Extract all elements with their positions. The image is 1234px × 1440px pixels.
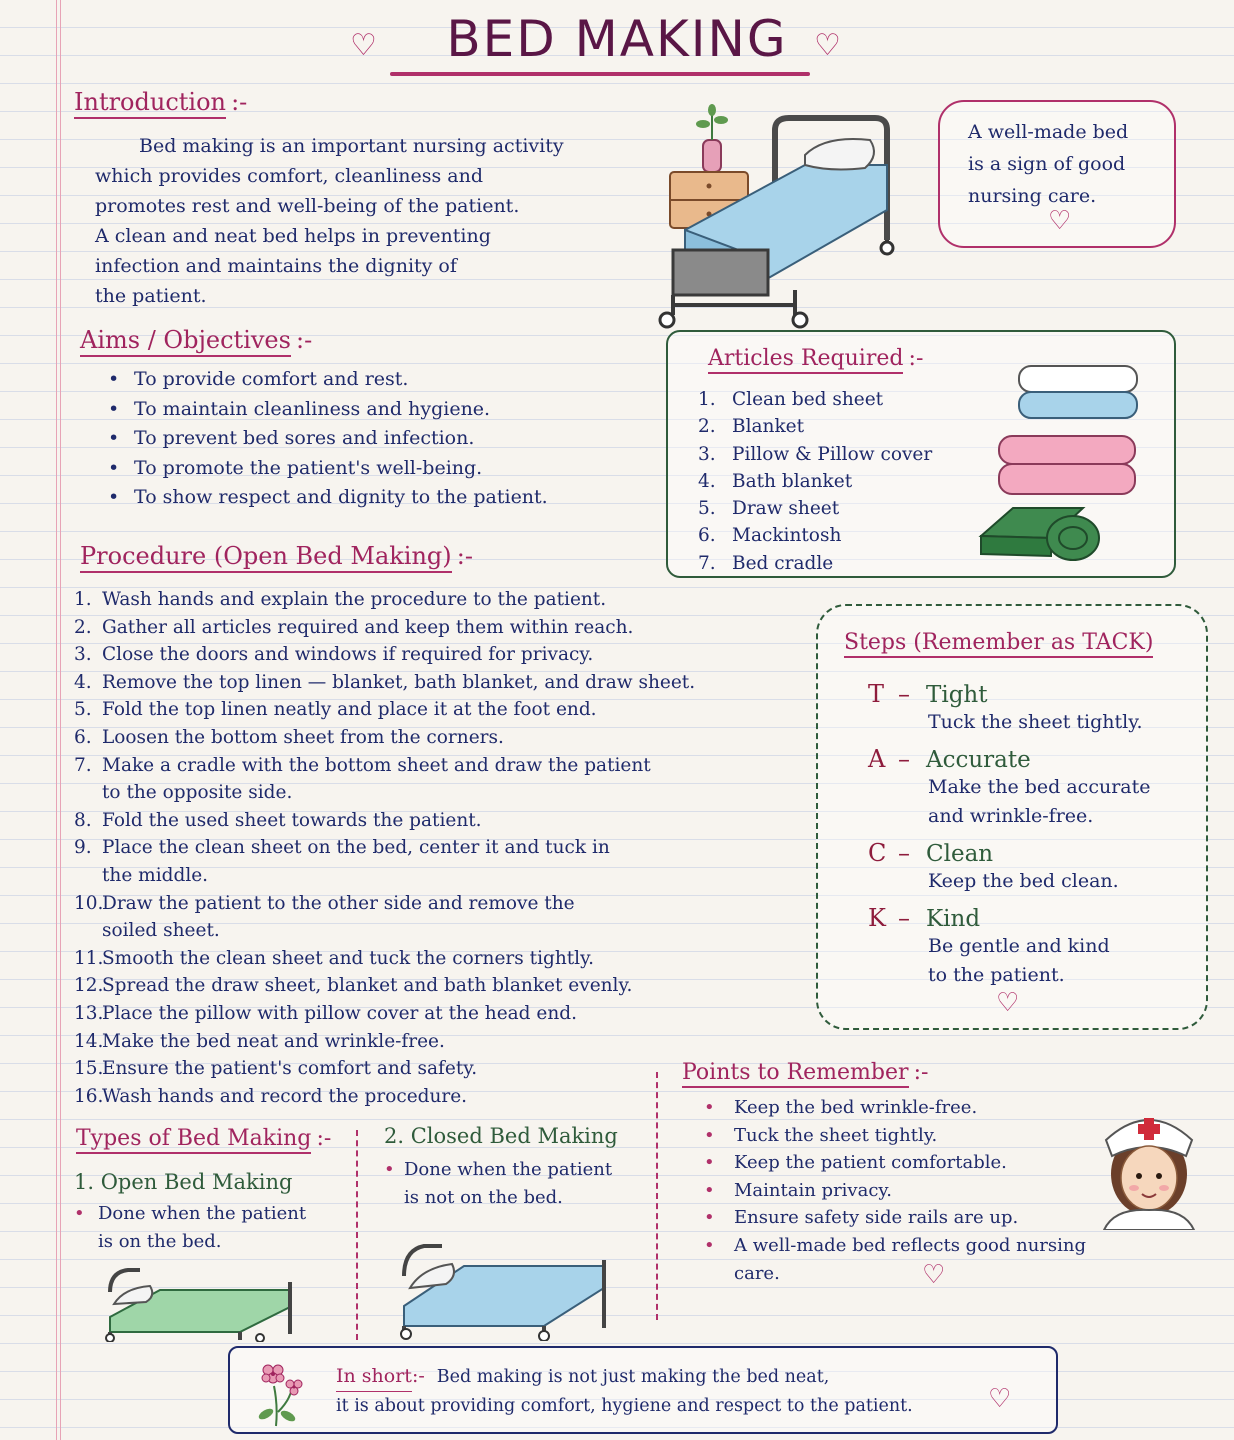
aims-heading-text: Aims / Objectives [80,326,291,357]
articles-item: 5. Draw sheet [698,498,840,520]
heading-suffix: :- [913,1060,929,1085]
articles-item: 1. Clean bed sheet [698,389,884,410]
tack-item: A – Accurate Make the bed accurate and wrinkle-free. [868,745,1151,827]
procedure-step: 2. Gather all articles required and keep them within reach. [74,616,634,638]
folded-linens-illustration [973,358,1143,568]
nurse-illustration [1094,1104,1204,1230]
articles-item: 6. Mackintosh [698,525,842,547]
procedure-step: 6. Loosen the bottom sheet from the corners. [74,726,504,748]
introduction-line: A clean and neat bed helps in preventing [95,225,491,247]
procedure-step: 11. Smooth the clean sheet and tuck the corners tightly. [74,947,594,969]
introduction-line: promotes rest and well-being of the patient. [95,195,520,217]
points-item: Tuck the sheet tightly. [734,1124,938,1146]
points-item: Keep the patient comfortable. [734,1152,1007,1174]
tack-item: K – Kind Be gentle and kind to the patient. [868,904,1110,986]
introduction-line: infection and maintains the dignity of [95,255,457,277]
heading-suffix: :- [316,1126,332,1151]
closed-bed-title: 2. Closed Bed Making [384,1124,618,1148]
points-item: Ensure safety side rails are up. [734,1207,1019,1229]
articles-heading [708,346,923,374]
types-heading-text: Types of Bed Making [76,1126,311,1154]
hospital-bed-illustration [655,100,905,330]
note-line: is a sign of good [968,153,1126,175]
heading-suffix: :- [296,326,313,354]
procedure-step: 13. Place the pillow with pillow cover at the head end. [74,1002,577,1024]
procedure-heading [80,542,473,573]
articles-item: 4. Bath blanket [698,470,853,492]
introduction-heading [74,88,247,119]
procedure-list [74,586,794,1110]
note-line: nursing care. [968,185,1097,207]
procedure-step: 12. Spread the draw sheet, blanket and bath blanket evenly. [74,975,633,997]
heart-icon: ♡ [1048,206,1072,236]
in-short-text: In short:- Bed making is not just making the bed neat, it is about providing comfort, hygiene and respect to the patient. [336,1362,913,1420]
open-bed-title: 1. Open Bed Making [74,1170,293,1194]
closed-bed-illustration [394,1236,614,1341]
closed-bed-desc: Done when the patient is not on the bed. [404,1159,613,1208]
introduction-line: which provides comfort, cleanliness and [95,165,483,187]
aims-item: • To prevent bed sores and infection. [100,424,660,454]
heading-suffix: :- [456,542,473,570]
in-short-label: In short [336,1362,412,1392]
points-item: Keep the bed wrinkle-free. [734,1097,978,1118]
heart-icon: ♡ [922,1260,946,1290]
aims-list [100,365,660,513]
heart-icon: ♡ [988,1384,1012,1414]
tack-item: T – Tight Tuck the sheet tightly. [868,680,1143,733]
articles-item: 2. Blanket [698,416,805,438]
introduction-line: Bed making is an important nursing activity [139,135,564,157]
articles-item: 7. Bed cradle [698,552,834,574]
tack-heading: Steps (Remember as TACK) [844,630,1153,658]
flower-icon [252,1356,306,1428]
procedure-step: 8. Fold the used sheet towards the patient. [74,809,482,831]
open-bed-desc: Done when the patient is on the bed. [98,1203,307,1252]
aims-item: • To provide comfort and rest. [100,365,660,395]
heart-icon: ♡ [350,28,377,63]
in-short-box [228,1346,1058,1434]
procedure-step: 1. Wash hands and explain the procedure to the patient. [74,589,607,610]
tack-list [868,680,1198,990]
procedure-step: 9. Place the clean sheet on the bed, center it and tuck in the middle. [74,837,610,886]
types-divider [356,1130,358,1340]
aims-heading [80,326,312,357]
procedure-step: 10. Draw the patient to the other side and remove the soiled sheet. [74,892,575,942]
note-line: A well-made bed [968,121,1129,143]
points-item: Maintain privacy. [734,1179,892,1201]
procedure-step: 14. Make the bed neat and wrinkle-free. [74,1030,445,1052]
articles-list [698,386,932,577]
open-bed-illustration [100,1262,300,1342]
note-text [968,116,1128,212]
points-item: A well-made bed reflects good nursing care. [734,1234,1087,1284]
points-heading-text: Points to Remember [682,1060,909,1088]
types-heading [76,1126,331,1154]
aims-item: • To show respect and dignity to the patient. [100,483,660,513]
procedure-step: 5. Fold the top linen neatly and place it at the foot end. [74,699,597,721]
aims-item: • To maintain cleanliness and hygiene. [100,395,660,425]
procedure-step: 3. Close the doors and windows if required for privacy. [74,644,594,666]
heart-icon: ♡ [814,28,841,63]
articles-heading-text: Articles Required [708,346,903,374]
open-bed-section [74,1170,354,1256]
introduction-heading-text: Introduction [74,88,226,119]
page-title: BED MAKING [446,10,788,68]
closed-bed-section [384,1124,644,1212]
points-divider [656,1072,658,1320]
procedure-step: 4. Remove the top linen — blanket, bath blanket, and draw sheet. [74,671,696,693]
procedure-step: 16. Wash hands and record the procedure. [74,1085,468,1107]
procedure-step: 15. Ensure the patient's comfort and safety. [74,1058,478,1080]
heading-suffix: :- [908,346,924,371]
articles-box [666,330,1176,578]
points-heading [682,1060,928,1088]
heading-suffix: :- [231,88,248,116]
heart-icon: ♡ [996,988,1020,1018]
aims-item: • To promote the patient's well-being. [100,454,660,484]
procedure-step: 7. Make a cradle with the bottom sheet and draw the patient to the opposite side. [74,754,651,804]
introduction-line: the patient. [95,285,207,307]
procedure-heading-text: Procedure (Open Bed Making) [80,542,452,573]
articles-item: 3. Pillow & Pillow cover [698,443,933,465]
title-underline [390,72,810,76]
tack-item: C – Clean Keep the bed clean. [868,839,1119,892]
introduction-text [95,131,665,311]
note-box [938,100,1176,248]
tack-box [816,604,1208,1030]
